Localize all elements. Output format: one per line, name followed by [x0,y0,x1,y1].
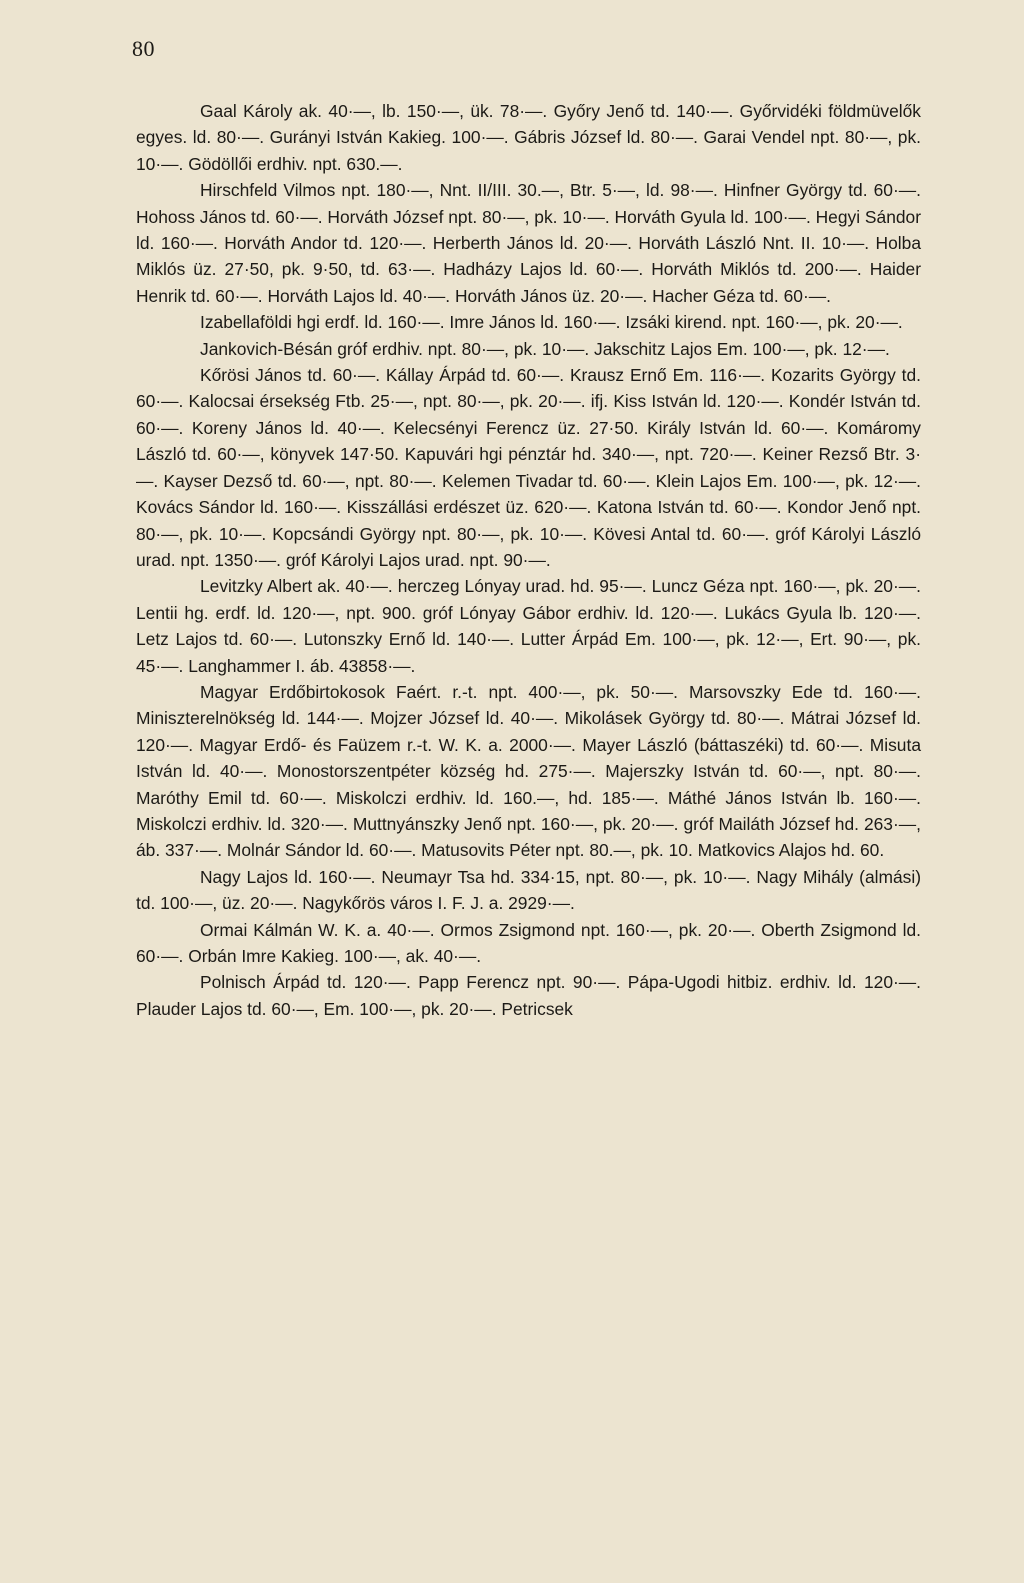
paragraph-p: Polnisch Árpád td. 120·—. Papp Ferencz npt. 90·—. Pápa-Ugodi hitbiz. erdhiv. ld. 120·—. Plauder Lajos td. 60·—, Em. 100·—, pk. 20·—. Petricsek [136,972,921,1019]
paragraph-m: Magyar Erdőbirtokosok Faért. r.-t. npt. 400·—, pk. 50·—. Marsovszky Ede td. 160·—. Miniszterelnökség ld. 144·—. Mojzer József ld. 40·—. Mikolásek György td. 80·—. Mátrai József ld. 120·—. Magyar Erdő- és Faüzem r.-t. W. K. a. 2000·—. Mayer László (báttaszéki) td. 60·—. Misuta István ld. 40·—. Monostorszentpéter község hd. 275·—. Majerszky István td. 60·—, npt. 80·—. Maróthy Emil td. 60·—. Miskolczi erdhiv. ld. 160.—, hd. 185·—. Máthé János István lb. 160·—. Miskolczi erdhiv. ld. 320·—. Muttnyánszky Jenő npt. 160·—, pk. 20·—. gróf Mailáth József hd. 263·—, áb. 337·—. Molnár Sándor ld. 60·—. Matusovits Péter npt. 80.—, pk. 10. Matkovics Alajos hd. 60. [136,681,921,861]
paragraph-h: Hirschfeld Vilmos npt. 180·—, Nnt. II/III. 30.—, Btr. 5·—, ld. 98·—. Hinfner György td. 60·—. Hohoss János td. 60·—. Horváth József npt. 80·—, pk. 10·—. Horváth Gyula ld. 100·—. Hegyi Sándor ld. 160·—. Horváth Andor td. 120·—. Herberth János ld. 20·—. Horváth László Nnt. II. 10·—. Holba Miklós üz. 27·50, pk. 9·50, td. 63·—. Hadházy Lajos ld. 60·—. Horváth Miklós td. 200·—. Haider Henrik td. 60·—. Horváth Lajos ld. 40·—. Horváth János üz. 20·—. Hacher Géza td. 60·—. [136,180,921,306]
paragraph-n: Nagy Lajos ld. 160·—. Neumayr Tsa hd. 334·15, npt. 80·—, pk. 10·—. Nagy Mihály (almási) td. 100·—, üz. 20·—. Nagykőrös város I. F. J. a. 2929·—. [136,866,921,914]
paragraph-o: Ormai Kálmán W. K. a. 40·—. Ormos Zsigmond npt. 160·—, pk. 20·—. Oberth Zsigmond ld. 60·—. Orbán Imre Kakieg. 100·—, ak. 40·—. [136,919,921,966]
paragraph-k: Kőrösi János td. 60·—. Kállay Árpád td. 60·—. Krausz Ernő Em. 116·—. Kozarits György td. 60·—. Kalocsai érsekség Ftb. 25·—, npt. 80·—, pk. 20·—. ifj. Kiss István ld. 120·—. Kondér István td. 60·—. Koreny János ld. 40·—. Kelecsényi Ferencz üz. 27·50. Király István ld. 60·—. Komáromy László td. 60·—, könyvek 147·50. Kapuvári hgi pénztár hd. 340·—, npt. 720·—. Keiner Rezső Btr. 3·—. Kayser Dezső td. 60·—, npt. 80·—. Kelemen Tivadar td. 60·—. Klein Lajos Em. 100·—, pk. 12·—. Kovács Sándor ld. 160·—. Kisszállási erdészet üz. 620·—. Katona István td. 60·—. Kondor Jenő npt. 80·—, pk. 10·—. Kopcsándi György npt. 80·—, pk. 10·—. Kövesi Antal td. 60·—. gróf Károlyi László urad. npt. 1350·—. gróf Károlyi Lajos urad. npt. 90·—. [136,365,921,570]
paragraph-i: Izabellaföldi hgi erdf. ld. 160·—. Imre János ld. 160·—. Izsáki kirend. npt. 160·—, pk. 20·—. [200,312,903,333]
paragraph-l: Levitzky Albert ak. 40·—. herczeg Lónyay urad. hd. 95·—. Luncz Géza npt. 160·—, pk. 20·—. Lentii hg. erdf. ld. 120·—, npt. 900. gróf Lónyay Gábor erdhiv. ld. 120·—. Lukács Gyula lb. 120·—. Letz Lajos td. 60·—. Lutonszky Ernő ld. 140·—. Lutter Árpád Em. 100·—, pk. 12·—, Ert. 90·—, pk. 45·—. Langhammer I. áb. 43858·—. [136,576,921,676]
paragraph-j: Jankovich-Bésán gróf erdhiv. npt. 80·—, pk. 10·—. Jakschitz Lajos Em. 100·—, pk. 12·—. [200,338,890,359]
paragraph-g: Gaal Károly ak. 40·—, lb. 150·—, ük. 78·—. Győry Jenő td. 140·—. Győrvidéki földmüvelők egyes. ld. 80·—. Gurányi István Kakieg. 100·—. Gábris József ld. 80·—. Garai Vendel npt. 80·—, pk. 10·—. Gödöllői erdhiv. npt. 630.—. [136,101,921,174]
page-number: 80 [132,36,155,61]
text-body [136,98,921,1022]
